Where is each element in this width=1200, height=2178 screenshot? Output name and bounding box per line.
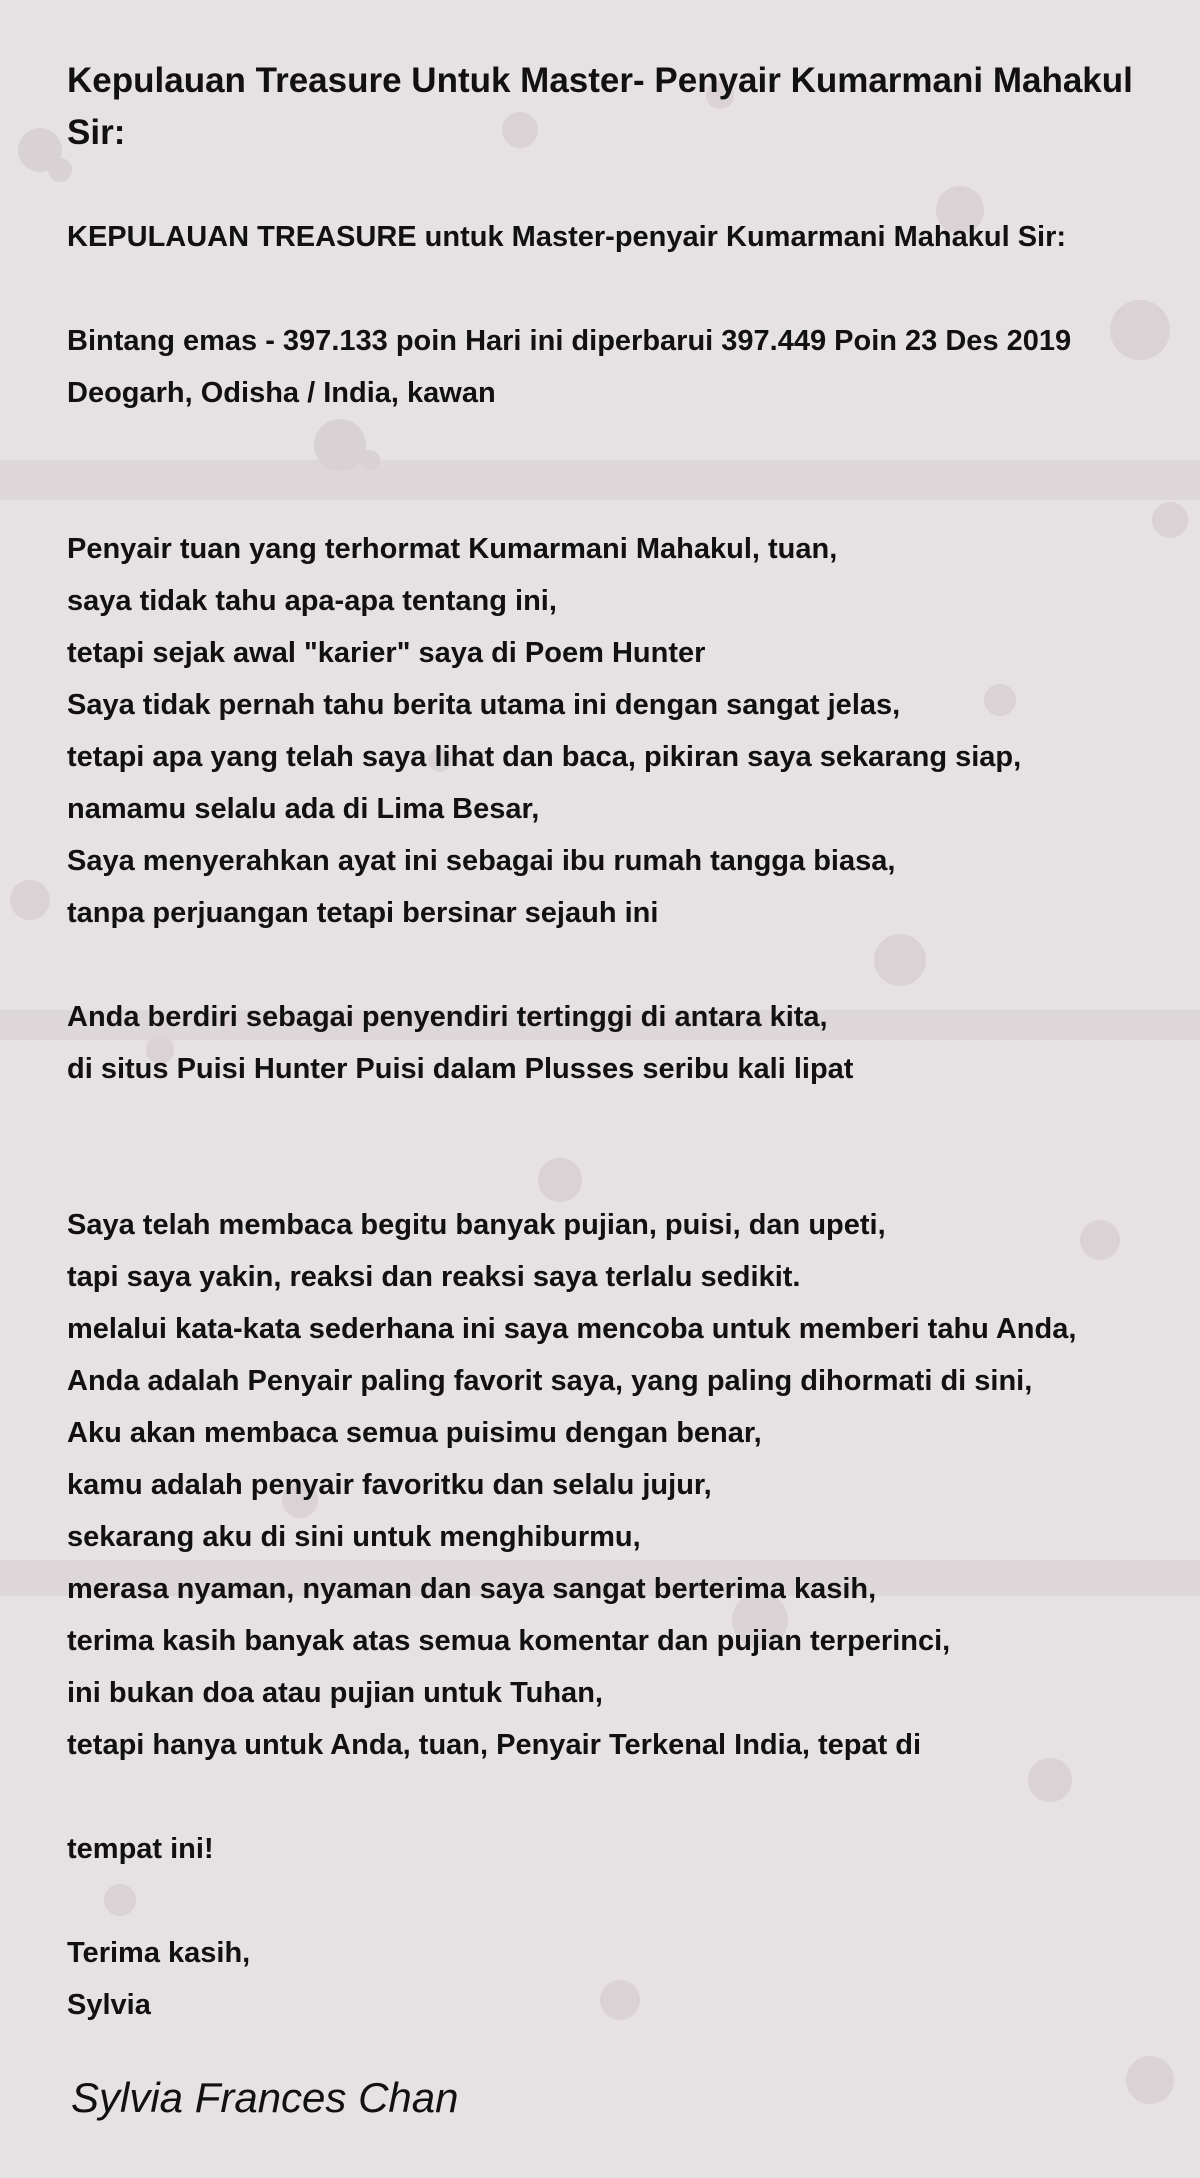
poem-line: tanpa perjuangan tetapi bersinar sejauh ini <box>67 897 659 929</box>
poem-line: Bintang emas - 397.133 poin Hari ini diperbarui 397.449 Poin 23 Des 2019 <box>67 325 1072 357</box>
poem-line: Deogarh, Odisha / India, kawan <box>67 377 496 409</box>
poem-line: Anda adalah Penyair paling favorit saya, yang paling dihormati di sini, <box>67 1365 1033 1397</box>
poem-line <box>67 263 1187 315</box>
poem-line: di situs Puisi Hunter Puisi dalam Plusses seribu kali lipat <box>67 1053 854 1085</box>
poem-line: terima kasih banyak atas semua komentar dan pujian terperinci, <box>67 1625 951 1657</box>
poem-line: sekarang aku di sini untuk menghiburmu, <box>67 1521 641 1553</box>
poem-line <box>67 1147 1187 1199</box>
poem-line: tapi saya yakin, reaksi dan reaksi saya terlalu sedikit. <box>67 1261 801 1293</box>
poem-line: namamu selalu ada di Lima Besar, <box>67 793 540 825</box>
poem-line <box>67 939 1187 991</box>
poem-line: saya tidak tahu apa-apa tentang ini, <box>67 585 557 617</box>
author-name: Sylvia Frances Chan <box>71 2074 459 2121</box>
poem-line: kamu adalah penyair favoritku dan selalu jujur, <box>67 1469 712 1501</box>
poem-line: tetapi apa yang telah saya lihat dan baca, pikiran saya sekarang siap, <box>67 741 1022 773</box>
poem-line: ini bukan doa atau pujian untuk Tuhan, <box>67 1677 603 1709</box>
poem-line: Sylvia <box>67 1989 151 2021</box>
poem-line: tetapi sejak awal "karier" saya di Poem Hunter <box>67 637 706 669</box>
poem-line: Aku akan membaca semua puisimu dengan benar, <box>67 1417 762 1449</box>
poem-body <box>67 159 1187 2031</box>
poem-line: KEPULAUAN TREASURE untuk Master-penyair Kumarmani Mahakul Sir: <box>67 221 1067 253</box>
poem-line: Anda berdiri sebagai penyendiri tertinggi di antara kita, <box>67 1001 828 1033</box>
poem-line <box>67 1875 1187 1927</box>
poem-line: tempat ini! <box>67 1833 214 1865</box>
poem-line: Saya menyerahkan ayat ini sebagai ibu rumah tangga biasa, <box>67 845 896 877</box>
poem-line: melalui kata-kata sederhana ini saya mencoba untuk memberi tahu Anda, <box>67 1313 1077 1345</box>
poem-line <box>67 471 1187 523</box>
poem-line <box>67 159 1187 211</box>
poem-line: tetapi hanya untuk Anda, tuan, Penyair Terkenal India, tepat di <box>67 1729 922 1761</box>
poem-line: Saya telah membaca begitu banyak pujian, puisi, dan upeti, <box>67 1209 886 1241</box>
poem-line: Terima kasih, <box>67 1937 251 1969</box>
poem-title: Kepulauan Treasure Untuk Master- Penyair Kumarmani Mahakul Sir: <box>67 61 1133 152</box>
poem-line: Saya tidak pernah tahu berita utama ini dengan sangat jelas, <box>67 689 901 721</box>
poem-line <box>67 1095 1187 1147</box>
poem-line <box>67 1771 1187 1823</box>
poem-line <box>67 419 1187 471</box>
poem-line: Penyair tuan yang terhormat Kumarmani Mahakul, tuan, <box>67 533 838 565</box>
poem-line: merasa nyaman, nyaman dan saya sangat berterima kasih, <box>67 1573 877 1605</box>
